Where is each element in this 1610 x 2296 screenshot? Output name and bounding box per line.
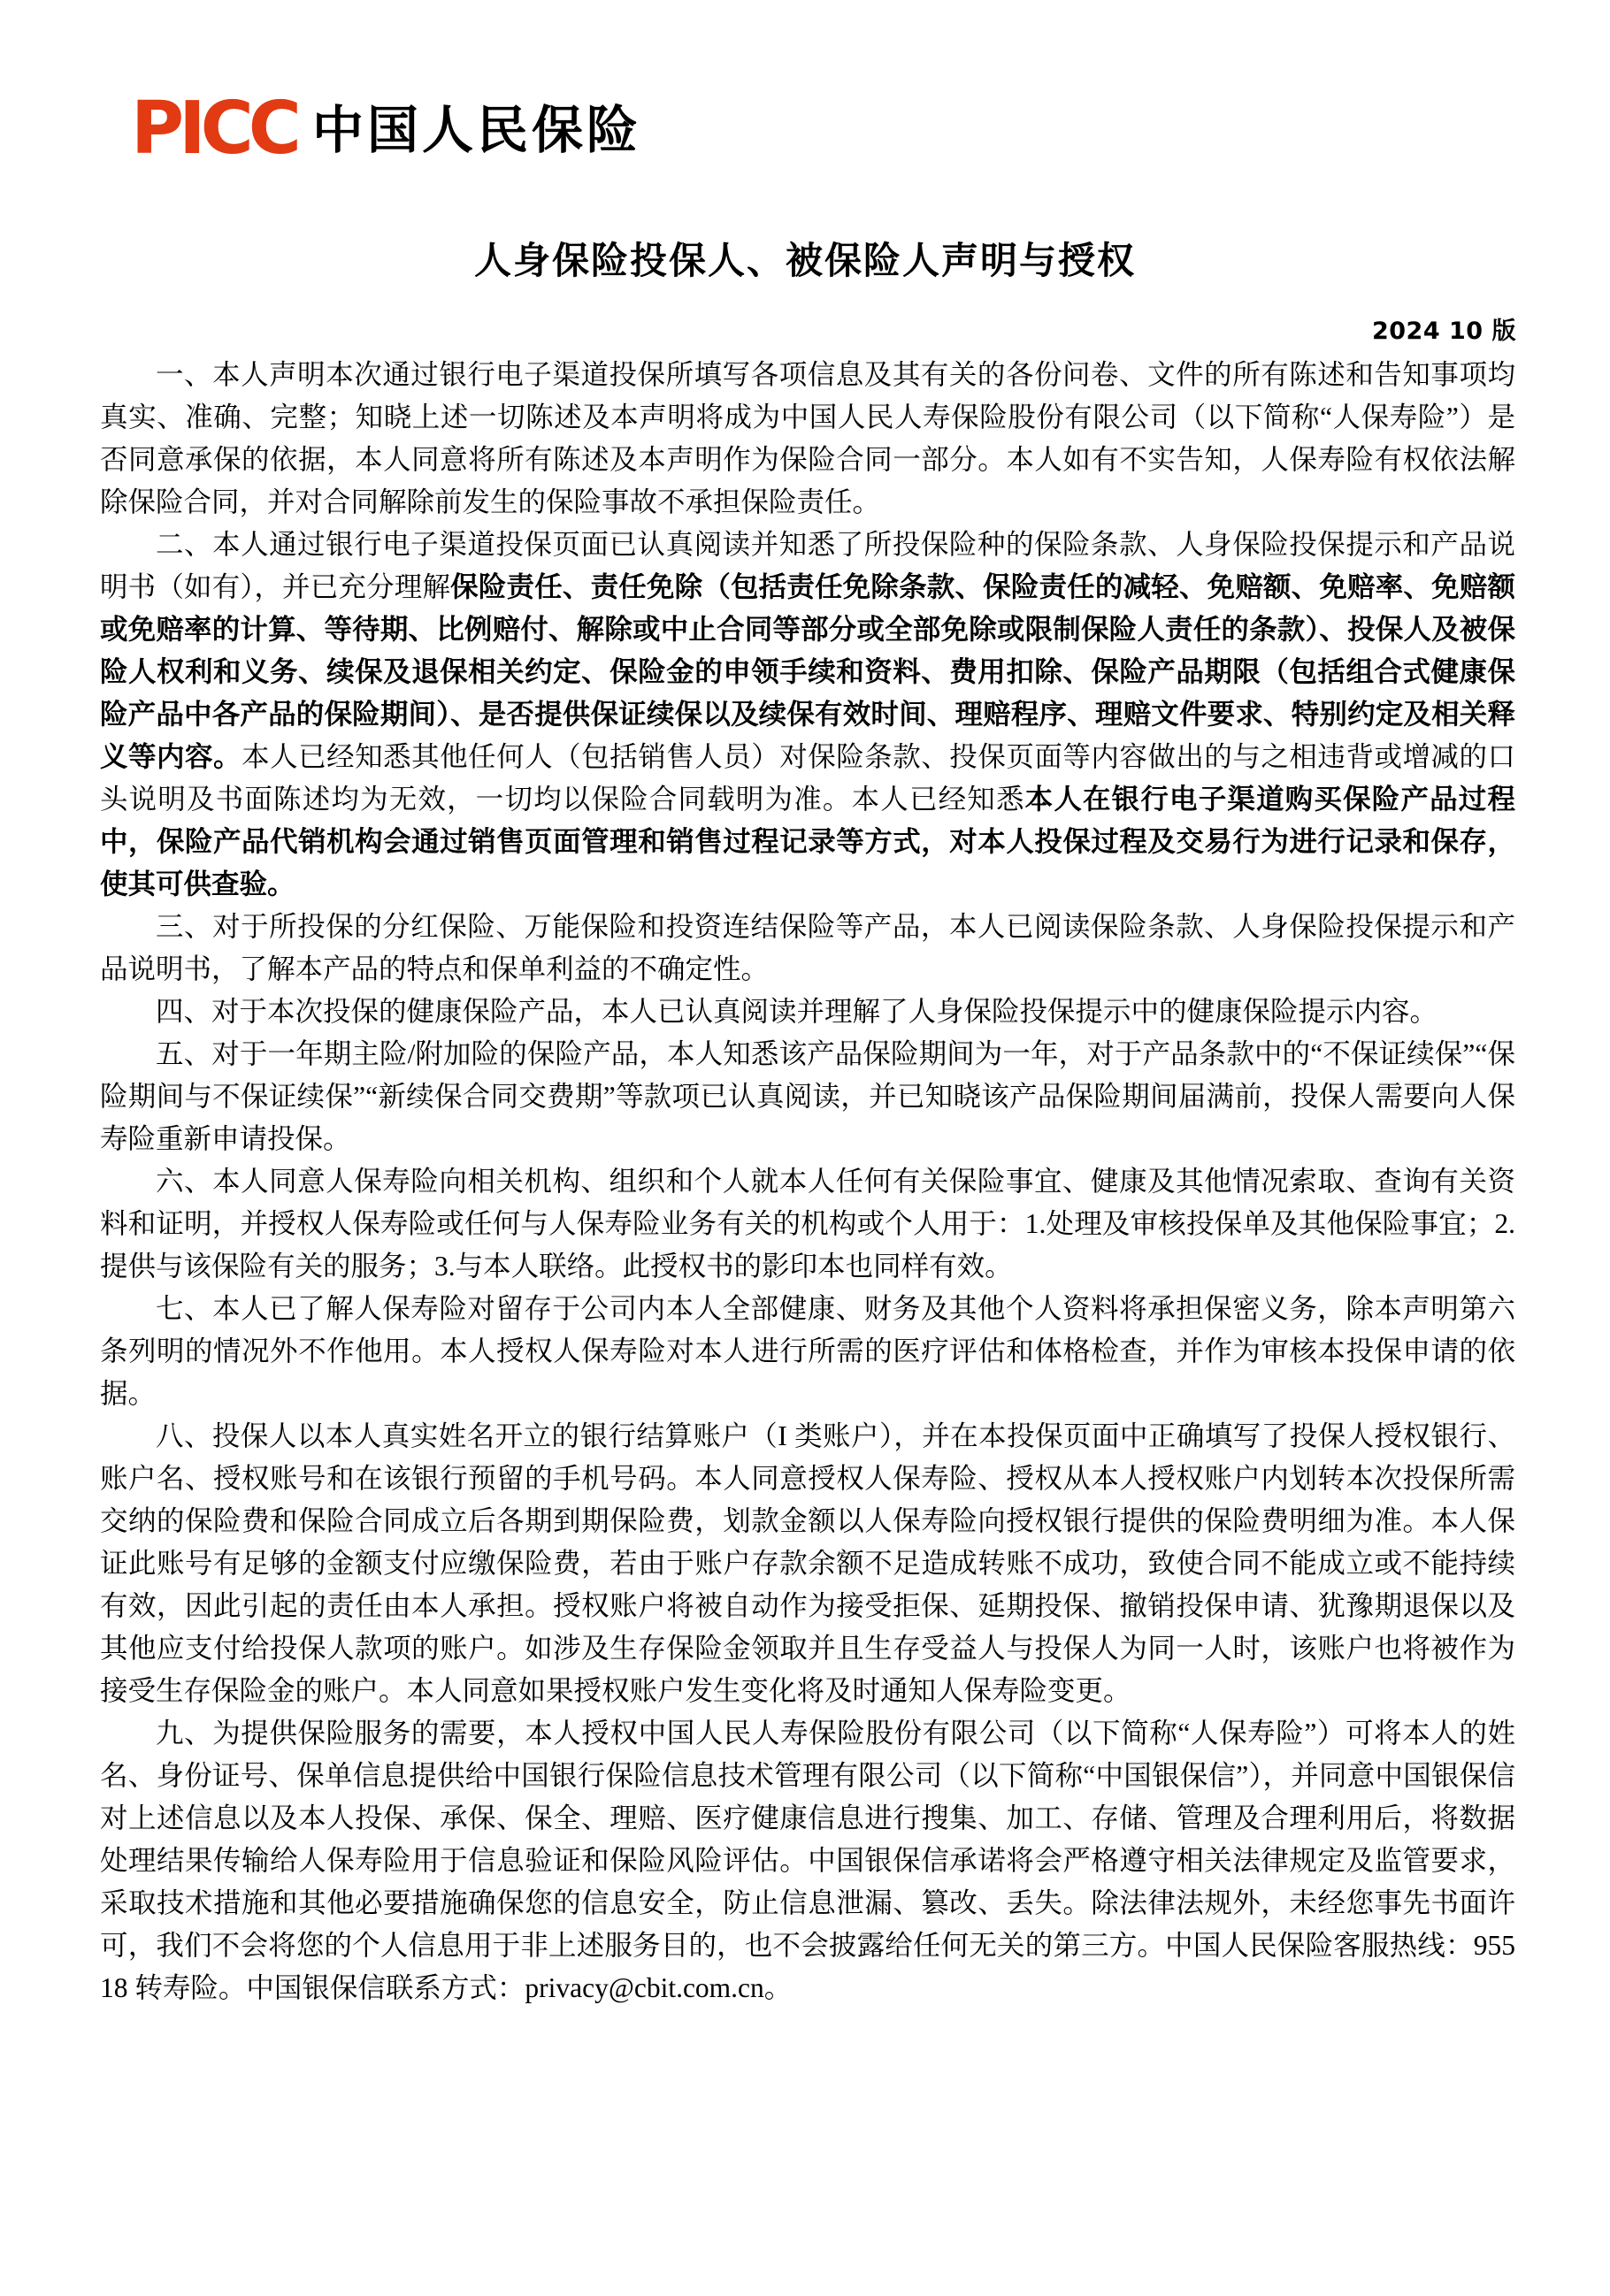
text-run: 九、为提供保险服务的需要，本人授权中国人民人寿保险股份有限公司（以下简称“人保寿险”）可将本人的姓名、身份证号、保单信息提供给中国银行保险信息技术管理有限公司（以下简称“中国银保信”），并同意中国银保信对上述信息以及本人投保、承保、保全、理赔、医疗健康信息进行搜集、加工、存储、管理及合理利用后，将数据处理结果传输给人保寿险用于信息验证和保险风险评估。中国银保信承诺将会严格遵守相关法律规定及监管要求，采取技术措施和其他必要措施确保您的信息安全，防止信息泄漏、篡改、丢失。除法律法规外，未经您事先书面许可，我们不会将您的个人信息用于非上述服务目的，也不会披露给任何无关的第三方。中国人民保险客服热线：95518 转寿险。中国银保信联系方式：privacy@cbit.com.cn。	[100, 1718, 1515, 2003]
picc-logo-mark: PICC	[131, 87, 296, 171]
bold-text-run: 保险责任、责任免除（包括责任免除条款、保险责任的减轻、免赔额、免赔率、免赔额或免赔率的计算、等待期、比例赔付、解除或中止合同等部分或全部免除或限制保险人责任的条款）、投保人及被保险人权利和义务、续保及退保相关约定、保险金的申领手续和资料、费用扣除、保险产品期限（包括组合式健康保险产品中各产品的保险期间）、是否提供保证续保以及续保有效时间、理赔程序、理赔文件要求、特别约定及相关释义等内容。	[100, 571, 1515, 772]
text-run: 八、投保人以本人真实姓名开立的银行结算账户（I 类账户），并在本投保页面中正确填写了投保人授权银行、账户名、授权账号和在该银行预留的手机号码。本人同意授权人保寿险、授权从本人授权账户内划转本次投保所需交纳的保险费和保险合同成立后各期到期保险费，划款金额以人保寿险向授权银行提供的保险费明细为准。本人保证此账号有足够的金额支付应缴保险费，若由于账户存款余额不足造成转账不成功，致使合同不能成立或不能持续有效，因此引起的责任由本人承担。授权账户将被自动作为接受拒保、延期投保、撤销投保申请、犹豫期退保以及其他应支付给投保人款项的账户。如涉及生存保险金领取并且生存受益人与投保人为同一人时，该账户也将被作为接受生存保险金的账户。本人同意如果授权账户发生变化将及时通知人保寿险变更。	[100, 1420, 1515, 1706]
document-title: 人身保险投保人、被保险人声明与授权	[473, 241, 1136, 282]
text-run: 三、对于所投保的分红保险、万能保险和投资连结保险等产品，本人已阅读保险条款、人身保险投保提示和产品说明书，了解本产品的特点和保单利益的不确定性。	[100, 911, 1515, 984]
text-run: 五、对于一年期主险/附加险的保险产品，本人知悉该产品保险期间为一年，对于产品条款中的“不保证续保”“保险期间与不保证续保”“新续保合同交费期”等款项已认真阅读，并已知晓该产品保险期间届满前，投保人需要向人保寿险重新申请投保。	[100, 1038, 1515, 1154]
text-run: 七、本人已了解人保寿险对留存于公司内本人全部健康、财务及其他个人资料将承担保密义务，除本声明第六条列明的情况外不作他用。本人授权人保寿险对本人进行所需的医疗评估和体格检查，并作为审核本投保申请的依据。	[100, 1293, 1515, 1409]
declaration-paragraphs	[100, 354, 1515, 2009]
paragraph-3	[100, 906, 1515, 991]
paragraph-6	[100, 1160, 1515, 1288]
text-run: 本人已经知悉其他任何人（包括销售人员）对保险条款、投保页面等内容做出的与之相违背或增减的口头说明及书面陈述均为无效，一切均以保险合同载明为准。本人已经知悉	[100, 741, 1515, 815]
paragraph-5	[100, 1033, 1515, 1160]
picc-brand-name: 中国人民保险	[311, 100, 641, 160]
text-run: 六、本人同意人保寿险向相关机构、组织和个人就本人任何有关保险事宜、健康及其他情况索取、查询有关资料和证明，并授权人保寿险或任何与人保寿险业务有关的机构或个人用于：1.处理及审核投保单及其他保险事宜；2.提供与该保险有关的服务；3.与本人联络。此授权书的影印本也同样有效。	[100, 1166, 1515, 1282]
paragraph-2	[100, 524, 1515, 906]
paragraph-1	[100, 354, 1515, 524]
paragraph-9	[100, 1712, 1515, 2009]
text-run: 二、本人通过银行电子渠道投保页面已认真阅读并知悉了所投保险种的保险条款、人身保险投保提示和产品说明书（如有），并已充分理解	[100, 529, 1515, 602]
paragraph-7	[100, 1288, 1515, 1415]
picc-logo	[131, 87, 641, 171]
version-label: 2024 10 版	[1371, 318, 1516, 345]
text-run: 四、对于本次投保的健康保险产品，本人已认真阅读并理解了人身保险投保提示中的健康保险提示内容。	[156, 996, 1438, 1027]
text-run: 一、本人声明本次通过银行电子渠道投保所填写各项信息及其有关的各份问卷、文件的所有陈述和告知事项均真实、准确、完整；知晓上述一切陈述及本声明将成为中国人民人寿保险股份有限公司（以下简称“人保寿险”）是否同意承保的依据，本人同意将所有陈述及本声明作为保险合同一部分。本人如有不实告知，人保寿险有权依法解除保险合同，并对合同解除前发生的保险事故不承担保险责任。	[100, 359, 1515, 517]
paragraph-4	[100, 991, 1515, 1033]
bold-text-run: 本人在银行电子渠道购买保险产品过程中，保险产品代销机构会通过销售页面管理和销售过程记录等方式，对本人投保过程及交易行为进行记录和保存，使其可供查验。	[100, 784, 1515, 899]
paragraph-8	[100, 1415, 1515, 1712]
